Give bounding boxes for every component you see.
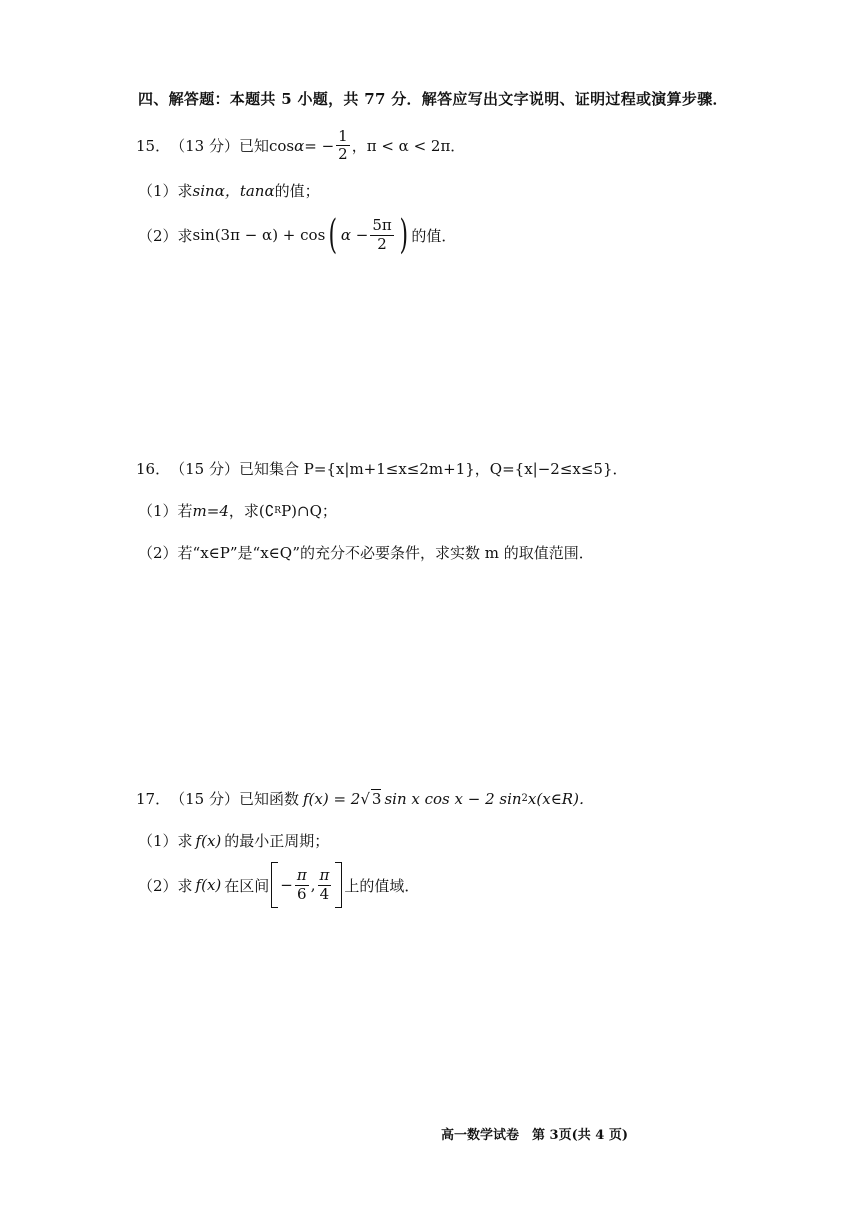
q15-part2-expr: sin(3π − α) + cos xyxy=(192,226,326,244)
left-bracket-icon xyxy=(271,862,278,908)
q16-points: （15 分） xyxy=(170,460,239,478)
q15-number: 15． xyxy=(136,137,171,156)
q17-int-a-num: π xyxy=(296,866,307,885)
q16-stem-text: 已知集合 P={x|m+1≤x≤2m+1}，Q={x|−2≤x≤5}． xyxy=(238,460,628,478)
q17-interval-right xyxy=(318,867,332,903)
q17-part1-math: f(x) xyxy=(195,831,222,850)
q16-number: 16． xyxy=(136,460,171,478)
q16-part1 xyxy=(138,500,337,521)
q15-part2-frac-den: 2 xyxy=(377,234,387,253)
q17-stem xyxy=(136,788,594,809)
q15-frac-den: 2 xyxy=(338,145,348,164)
q17-part2 xyxy=(138,862,419,908)
q15-stem-prefix: 已知 xyxy=(238,137,269,156)
q15-part2-frac-num: 5π xyxy=(372,216,392,235)
q16-part1-mid: ，求(∁ xyxy=(228,502,275,520)
q16-part1-prefix: （1）若 xyxy=(138,502,193,520)
q15-condition: ，π < α < 2π． xyxy=(351,137,466,156)
q17-sqrt-value: 3 xyxy=(371,790,382,808)
section-heading: 四、解答题：本题共 5 小题，共 77 分．解答应写出文字说明、证明过程或演算步骤． xyxy=(138,90,728,108)
q16-part1-sub: R xyxy=(274,505,282,516)
sqrt-icon: √ xyxy=(360,789,370,808)
q17-part1 xyxy=(138,830,329,851)
q17-number: 17． xyxy=(136,790,171,808)
q17-exponent: 2 xyxy=(521,793,528,804)
q15-part2-suffix: 的值． xyxy=(411,226,457,245)
q16-part2-text: （2）若“x∈P”是“x∈Q”的充分不必要条件，求实数 m 的取值范围． xyxy=(138,544,594,562)
q15-part1-prefix: （1）求 xyxy=(138,182,193,200)
q16-stem xyxy=(136,458,628,479)
q15-points: （13 分） xyxy=(170,137,239,156)
q17-part2-suffix: 上的值域． xyxy=(344,876,420,895)
q15-part1-math: sinα，tanα xyxy=(192,182,275,200)
right-bracket-icon xyxy=(335,862,342,908)
q16-part2 xyxy=(138,542,594,563)
q15-part1 xyxy=(138,180,320,201)
q17-int-a-den: 6 xyxy=(297,884,307,903)
page-footer: 高一数学试卷 第 3页(共 4 页) xyxy=(441,1128,628,1143)
q17-interval-sign: − xyxy=(280,876,293,894)
q15-equals: = − xyxy=(304,136,335,155)
left-paren-icon: ( xyxy=(328,212,338,258)
q17-func-lhs: f(x) = 2 xyxy=(302,789,361,808)
q15-part2 xyxy=(138,212,457,258)
q17-interval-comma: , xyxy=(310,876,316,894)
q17-stem-prefix: 已知函数 xyxy=(238,790,299,808)
q17-part1-prefix: （1）求 xyxy=(138,832,193,850)
q15-part2-inner: α − xyxy=(340,226,369,244)
q17-interval-left xyxy=(295,867,309,903)
q17-points: （15 分） xyxy=(170,790,239,808)
q15-fraction xyxy=(336,128,350,164)
q17-func-rhs: sin x cos x − 2 sin xyxy=(384,789,522,808)
q17-part1-suffix: 的最小正周期； xyxy=(224,832,330,850)
q17-int-b-den: 4 xyxy=(319,884,330,903)
q15-part1-suffix: 的值； xyxy=(274,182,320,200)
q15-frac-num: 1 xyxy=(338,127,348,145)
q15-stem xyxy=(136,128,465,164)
q17-part2-prefix: （2）求 xyxy=(138,876,193,895)
q16-part1-end: P)∩Q； xyxy=(281,502,337,520)
q17-func-tail: x(x∈R)． xyxy=(527,790,594,808)
q17-part2-math: f(x) xyxy=(195,876,222,894)
q15-part2-fraction xyxy=(370,217,393,253)
q17-part2-mid: 在区间 xyxy=(224,876,270,895)
q15-alpha: α xyxy=(294,136,305,155)
q17-int-b-num: π xyxy=(319,866,330,885)
q15-cos: cos xyxy=(268,136,295,155)
q16-part1-cond: m=4 xyxy=(192,501,229,520)
right-paren-icon: ) xyxy=(399,212,408,258)
q15-part2-prefix: （2）求 xyxy=(138,226,193,245)
